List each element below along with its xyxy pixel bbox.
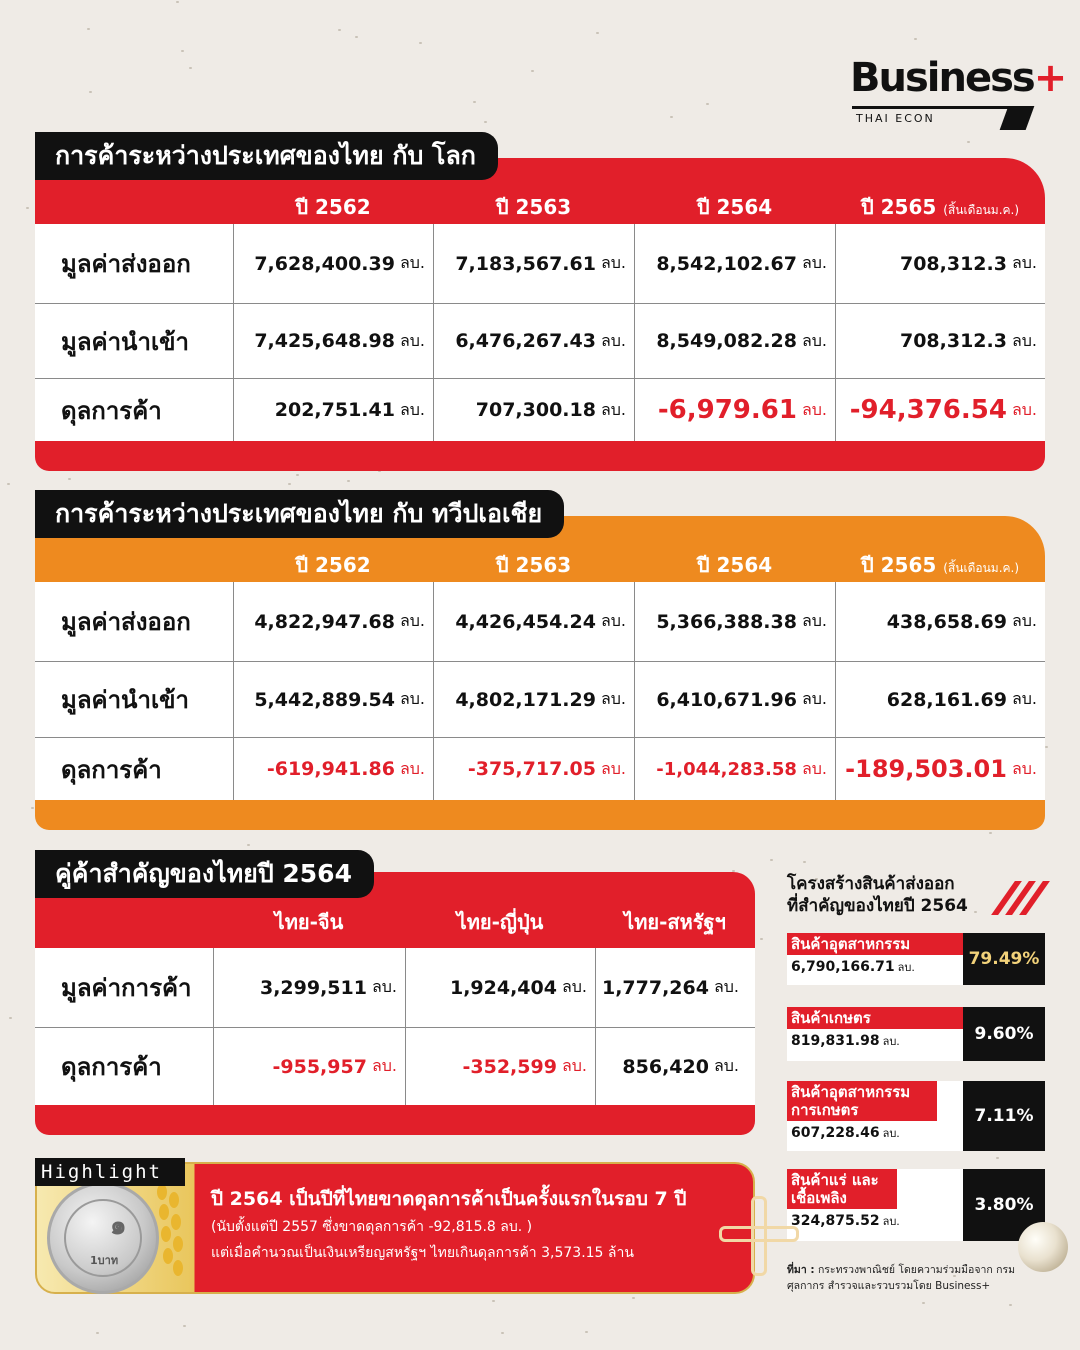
world-header-note: (สิ้นเดือนม.ค.) [943, 203, 1020, 217]
world-header-2563: ปี 2563 [495, 195, 572, 219]
stripes-decoration [989, 881, 1043, 911]
asia-header-2565: ปี 2565 (สิ้นเดือนม.ค.) [860, 553, 1020, 577]
export-structure-title: โครงสร้างสินค้าส่งออก ที่สำคัญของไทยปี 2564 [787, 874, 968, 916]
table-row: ดุลการค้า 202,751.41 ลบ. 707,300.18 ลบ. -6,979.61 ลบ. -94,376.54 ลบ. [35, 379, 1045, 441]
speck [922, 1302, 925, 1304]
speck [183, 1325, 186, 1327]
partners-header-usa: ไทย-สหรัฐฯ [624, 910, 726, 934]
partners-header-japan: ไทย-ญี่ปุ่น [456, 910, 544, 934]
source-note: ที่มา : กระทรวงพาณิชย์ โดยความร่วมมือจาก กรมศุลกากร สำรวจและรวบรวมโดย Business+ [787, 1264, 1016, 1292]
speck [189, 67, 192, 69]
highlight-line2: (นับตั้งแต่ปี 2557 ซึ่งขาดดุลการค้า -92,815.8 ลบ. ) [211, 1219, 533, 1235]
brand-logo [850, 55, 1066, 132]
world-trade-footer [35, 441, 1045, 471]
row-label: มูลค่าการค้า [61, 974, 192, 1002]
world-trade-table [35, 132, 1045, 472]
export-item-name: สินค้าเกษตร [787, 1007, 963, 1029]
asia-header-2564: ปี 2564 [696, 553, 773, 577]
world-trade-title: การค้าระหว่างประเทศของไทย กับ โลก [35, 132, 498, 180]
partners-table [35, 850, 755, 1135]
export-item: สินค้าแร่ และเชื้อเพลิง 324,875.52 ลบ. 3.80% [787, 1169, 1045, 1241]
coin-icon: ๑ 1บาท [47, 1182, 159, 1294]
speck [760, 938, 763, 940]
speck [770, 859, 773, 861]
table-row: ดุลการค้า -955,957 ลบ. -352,599 ลบ. 856,420 ลบ. [35, 1028, 755, 1105]
speck [1009, 1304, 1012, 1306]
highlight-line3: แต่เมื่อคำนวณเป็นเงินเหรียญสหรัฐฯ ไทยเกินดุลการค้า 3,573.15 ล้าน [211, 1245, 634, 1261]
speck [531, 70, 534, 72]
table-row: มูลค่านำเข้า 7,425,648.98 ลบ. 6,476,267.43 ลบ. 8,549,082.28 ลบ. 708,312.3 ลบ. [35, 304, 1045, 379]
world-header-2564: ปี 2564 [696, 195, 773, 219]
table-row: มูลค่านำเข้า 5,442,889.54 ลบ. 4,802,171.29 ลบ. 6,410,671.96 ลบ. 628,161.69 ลบ. [35, 662, 1045, 738]
partners-footer [35, 1105, 755, 1135]
export-structure-panel [787, 873, 1045, 1229]
speck [89, 91, 92, 93]
asia-header-2563: ปี 2563 [495, 553, 572, 577]
speck [501, 1332, 504, 1334]
table-row: มูลค่าการค้า 3,299,511 ลบ. 1,924,404 ลบ. 1,777,264 ลบ. [35, 948, 755, 1028]
pearl-decoration [1018, 1222, 1068, 1272]
row-label: ดุลการค้า [61, 396, 162, 425]
brand-sub: THAI ECON [856, 112, 935, 125]
export-item-pct: 7.11% [963, 1081, 1045, 1151]
asia-trade-footer [35, 800, 1045, 830]
brand-plus: + [1033, 55, 1066, 101]
speck [355, 36, 358, 38]
row-label: มูลค่านำเข้า [61, 686, 190, 714]
speck [181, 50, 184, 52]
asia-header-2562: ปี 2562 [295, 553, 371, 577]
asia-trade-table [35, 490, 1045, 832]
speck [1045, 746, 1048, 748]
rice-icon [155, 1180, 189, 1290]
asia-trade-body [35, 582, 1045, 800]
partners-header-china: ไทย-จีน [274, 910, 344, 934]
speck [914, 38, 917, 40]
table-row: มูลค่าส่งออก 4,822,947.68 ลบ. 4,426,454.24 ลบ. 5,366,388.38 ลบ. 438,658.69 ลบ. [35, 582, 1045, 662]
highlight-box [35, 1160, 755, 1296]
speck [484, 121, 487, 123]
partners-title: คู่ค้าสำคัญของไทยปี 2564 [35, 850, 374, 898]
speck [96, 1332, 99, 1334]
highlight-tag: Highlight [35, 1158, 185, 1186]
highlight-line1: ปี 2564 เป็นปีที่ไทยขาดดุลการค้าเป็นครั้งแรกในรอบ 7 ปี [211, 1188, 687, 1210]
asia-header-note: (สิ้นเดือนม.ค.) [943, 561, 1020, 575]
export-item-pct: 3.80% [963, 1169, 1045, 1241]
world-trade-body [35, 224, 1045, 441]
export-item: สินค้าอุตสาหกรรม 6,790,166.71 ลบ. 79.49% [787, 933, 1045, 985]
highlight-text [211, 1184, 731, 1266]
speck [492, 1300, 495, 1302]
row-label: ดุลการค้า [61, 1053, 162, 1081]
speck [9, 1017, 12, 1019]
world-header-2565: ปี 2565 (สิ้นเดือนม.ค.) [860, 195, 1020, 219]
speck [31, 807, 34, 809]
speck [7, 483, 10, 485]
export-item: สินค้าอุตสาหกรรม การเกษตร 607,228.46 ลบ. 7.11% [787, 1081, 1045, 1151]
table-row: ดุลการค้า -619,941.86 ลบ. -375,717.05 ลบ. -1,044,283.58 ลบ. -189,503.01 ลบ. [35, 738, 1045, 800]
world-header-2562: ปี 2562 [295, 195, 371, 219]
speck [473, 101, 476, 103]
export-item-name: สินค้าอุตสาหกรรม การเกษตร [787, 1081, 937, 1121]
row-label: ดุลการค้า [61, 755, 162, 784]
speck [670, 116, 673, 118]
export-item-pct: 79.49% [963, 933, 1045, 985]
speck [26, 207, 29, 209]
speck [68, 478, 71, 480]
speck [176, 1, 179, 3]
speck [419, 42, 422, 44]
row-label: มูลค่าส่งออก [61, 250, 191, 278]
speck [87, 28, 90, 30]
row-label: มูลค่าส่งออก [61, 608, 191, 636]
speck [706, 103, 709, 105]
plus-icon [715, 1196, 805, 1286]
speck [632, 1297, 635, 1299]
export-item-pct: 9.60% [963, 1007, 1045, 1061]
partners-body [35, 948, 755, 1105]
row-label: มูลค่านำเข้า [61, 327, 190, 356]
speck [996, 1157, 999, 1159]
speck [585, 1331, 588, 1333]
export-item-name: สินค้าแร่ และเชื้อเพลิง [787, 1169, 897, 1209]
speck [296, 474, 299, 476]
speck [288, 483, 291, 485]
export-item-name: สินค้าอุตสาหกรรม [787, 933, 963, 955]
export-item: สินค้าเกษตร 819,831.98 ลบ. 9.60% [787, 1007, 1045, 1061]
table-row: มูลค่าส่งออก 7,628,400.39 ลบ. 7,183,567.61 ลบ. 8,542,102.67 ลบ. 708,312.3 ลบ. [35, 224, 1045, 304]
speck [247, 844, 250, 846]
speck [989, 832, 992, 834]
speck [338, 29, 341, 31]
brand-name: Business [850, 55, 1034, 101]
speck [803, 861, 806, 863]
asia-trade-title: การค้าระหว่างประเทศของไทย กับ ทวีปเอเชีย [35, 490, 564, 538]
speck [596, 32, 599, 34]
speck [347, 480, 350, 482]
